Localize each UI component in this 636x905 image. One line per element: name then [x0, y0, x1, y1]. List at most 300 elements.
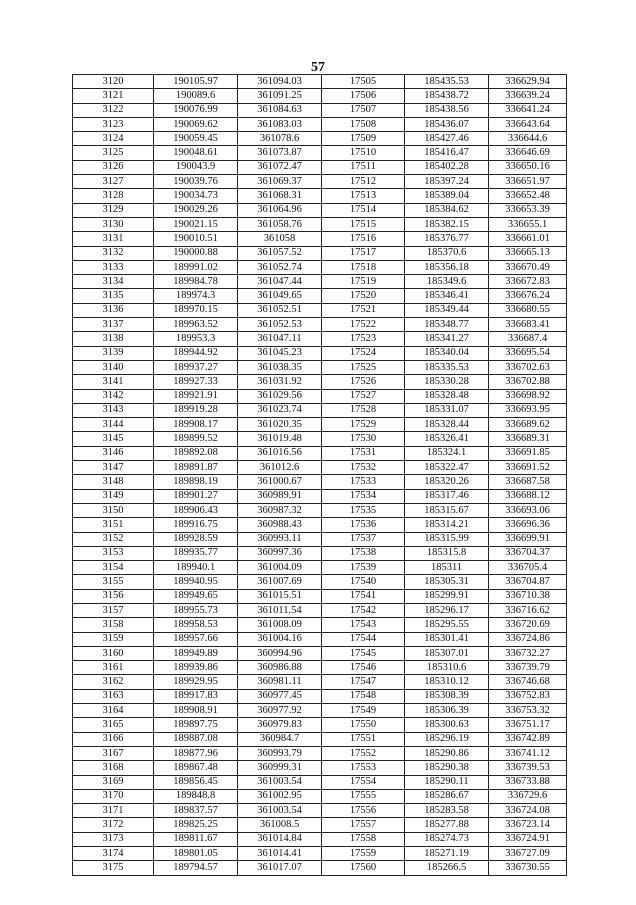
point-id-a-cell: 3133	[73, 260, 154, 274]
coord-x-a-cell: 189953.3	[154, 332, 238, 346]
coord-y-a-cell: 361016.56	[238, 446, 322, 460]
coord-y-a-cell: 361045.23	[238, 346, 322, 360]
coord-x-b-cell: 185315.99	[405, 532, 489, 546]
coord-y-b-cell: 336739.79	[489, 661, 567, 675]
point-id-a-cell: 3130	[73, 217, 154, 231]
table-row	[73, 746, 567, 760]
coord-x-b-cell: 185311	[405, 561, 489, 575]
table-row	[73, 318, 567, 332]
coord-x-a-cell: 190000.88	[154, 246, 238, 260]
table-row	[73, 418, 567, 432]
table-row	[73, 704, 567, 718]
coord-x-b-cell: 185435.53	[405, 75, 489, 89]
coord-x-b-cell: 185384.62	[405, 203, 489, 217]
point-id-b-cell: 17521	[322, 303, 405, 317]
point-id-b-cell: 17542	[322, 603, 405, 617]
point-id-a-cell: 3155	[73, 575, 154, 589]
point-id-a-cell: 3151	[73, 518, 154, 532]
table-row	[73, 346, 567, 360]
coord-y-b-cell: 336661.01	[489, 232, 567, 246]
coord-y-b-cell: 336698.92	[489, 389, 567, 403]
coord-x-b-cell: 185290.86	[405, 746, 489, 760]
point-id-b-cell: 17525	[322, 360, 405, 374]
coord-x-a-cell: 189940.95	[154, 575, 238, 589]
coord-y-a-cell: 361003.54	[238, 804, 322, 818]
point-id-a-cell: 3134	[73, 275, 154, 289]
coord-x-b-cell: 185436.07	[405, 117, 489, 131]
coord-y-b-cell: 336732.27	[489, 646, 567, 660]
point-id-a-cell: 3175	[73, 861, 154, 875]
point-id-a-cell: 3153	[73, 546, 154, 560]
point-id-b-cell: 17529	[322, 418, 405, 432]
coord-x-b-cell: 185283.58	[405, 804, 489, 818]
coord-x-b-cell: 185438.72	[405, 89, 489, 103]
point-id-a-cell: 3140	[73, 360, 154, 374]
coord-x-a-cell: 189825.25	[154, 818, 238, 832]
coord-y-b-cell: 336643.64	[489, 117, 567, 131]
coord-x-a-cell: 189908.91	[154, 704, 238, 718]
coord-x-a-cell: 189935.77	[154, 546, 238, 560]
coord-y-a-cell: 361008.5	[238, 818, 322, 832]
coord-y-b-cell: 336646.69	[489, 146, 567, 160]
coord-x-a-cell: 189891.87	[154, 461, 238, 475]
table-row	[73, 403, 567, 417]
point-id-b-cell: 17559	[322, 847, 405, 861]
coord-x-b-cell: 185331.07	[405, 403, 489, 417]
coord-y-b-cell: 336655.1	[489, 217, 567, 231]
point-id-a-cell: 3156	[73, 589, 154, 603]
coord-x-a-cell: 189940.1	[154, 561, 238, 575]
point-id-b-cell: 17556	[322, 804, 405, 818]
coord-x-b-cell: 185346.41	[405, 289, 489, 303]
coord-x-a-cell: 189887.08	[154, 732, 238, 746]
coord-y-a-cell: 360987.32	[238, 503, 322, 517]
coord-y-b-cell: 336741.12	[489, 746, 567, 760]
coord-y-a-cell: 361020.35	[238, 418, 322, 432]
coord-x-b-cell: 185330.28	[405, 375, 489, 389]
point-id-a-cell: 3139	[73, 346, 154, 360]
coord-x-a-cell: 189906.43	[154, 503, 238, 517]
point-id-a-cell: 3167	[73, 746, 154, 760]
coord-y-a-cell: 361047.44	[238, 275, 322, 289]
point-id-b-cell: 17528	[322, 403, 405, 417]
coord-y-a-cell: 361007.69	[238, 575, 322, 589]
table-row	[73, 446, 567, 460]
point-id-a-cell: 3126	[73, 160, 154, 174]
coord-x-a-cell: 189937.27	[154, 360, 238, 374]
coord-y-b-cell: 336670.49	[489, 260, 567, 274]
table-row	[73, 689, 567, 703]
point-id-a-cell: 3150	[73, 503, 154, 517]
point-id-a-cell: 3148	[73, 475, 154, 489]
coord-x-a-cell: 189939.86	[154, 661, 238, 675]
coord-y-a-cell: 361017.07	[238, 861, 322, 875]
point-id-b-cell: 17534	[322, 489, 405, 503]
table-row	[73, 503, 567, 517]
coord-y-b-cell: 336672.83	[489, 275, 567, 289]
coord-y-a-cell: 361008.09	[238, 618, 322, 632]
point-id-b-cell: 17544	[322, 632, 405, 646]
coord-x-b-cell: 185322.47	[405, 461, 489, 475]
coord-y-b-cell: 336683.41	[489, 318, 567, 332]
coord-y-a-cell: 361012.6	[238, 461, 322, 475]
point-id-a-cell: 3158	[73, 618, 154, 632]
point-id-b-cell: 17540	[322, 575, 405, 589]
coord-y-a-cell: 361094.03	[238, 75, 322, 89]
coord-x-a-cell: 190029.26	[154, 203, 238, 217]
coord-y-b-cell: 336695.54	[489, 346, 567, 360]
coord-x-b-cell: 185307.01	[405, 646, 489, 660]
table-row	[73, 289, 567, 303]
point-id-a-cell: 3166	[73, 732, 154, 746]
coord-x-a-cell: 190034.73	[154, 189, 238, 203]
coord-y-a-cell: 360977.92	[238, 704, 322, 718]
coord-y-b-cell: 336704.37	[489, 546, 567, 560]
coord-x-b-cell: 185290.38	[405, 761, 489, 775]
coord-y-a-cell: 361029.56	[238, 389, 322, 403]
coord-y-b-cell: 336691.85	[489, 446, 567, 460]
coord-x-b-cell: 185299.91	[405, 589, 489, 603]
coord-y-b-cell: 336727.09	[489, 847, 567, 861]
coord-x-b-cell: 185274.73	[405, 832, 489, 846]
table-row	[73, 589, 567, 603]
coord-y-b-cell: 336644.6	[489, 132, 567, 146]
point-id-a-cell: 3136	[73, 303, 154, 317]
coord-y-b-cell: 336688.12	[489, 489, 567, 503]
coord-y-a-cell: 361052.51	[238, 303, 322, 317]
coord-y-a-cell: 361047.11	[238, 332, 322, 346]
point-id-b-cell: 17508	[322, 117, 405, 131]
table-row	[73, 804, 567, 818]
table-row	[73, 632, 567, 646]
coord-y-a-cell: 361015.51	[238, 589, 322, 603]
coord-x-b-cell: 185335.53	[405, 360, 489, 374]
coord-x-a-cell: 189974.3	[154, 289, 238, 303]
point-id-a-cell: 3121	[73, 89, 154, 103]
point-id-b-cell: 17545	[322, 646, 405, 660]
point-id-a-cell: 3157	[73, 603, 154, 617]
coord-y-b-cell: 336702.88	[489, 375, 567, 389]
coord-x-a-cell: 189908.17	[154, 418, 238, 432]
coord-x-b-cell: 185308.39	[405, 689, 489, 703]
coord-x-a-cell: 189970.15	[154, 303, 238, 317]
coord-x-b-cell: 185389.04	[405, 189, 489, 203]
point-id-b-cell: 17526	[322, 375, 405, 389]
coord-y-a-cell: 361052.74	[238, 260, 322, 274]
coord-x-b-cell: 185376.77	[405, 232, 489, 246]
coord-x-a-cell: 189949.65	[154, 589, 238, 603]
table-row	[73, 732, 567, 746]
coord-x-a-cell: 189949.89	[154, 646, 238, 660]
coord-x-b-cell: 185326.41	[405, 432, 489, 446]
point-id-a-cell: 3169	[73, 775, 154, 789]
coord-x-b-cell: 185382.15	[405, 217, 489, 231]
coord-y-b-cell: 336693.06	[489, 503, 567, 517]
coord-x-b-cell: 185397.24	[405, 175, 489, 189]
coord-y-a-cell: 361014.84	[238, 832, 322, 846]
point-id-a-cell: 3122	[73, 103, 154, 117]
point-id-b-cell: 17515	[322, 217, 405, 231]
coord-y-b-cell: 336702.63	[489, 360, 567, 374]
table-row	[73, 103, 567, 117]
point-id-a-cell: 3129	[73, 203, 154, 217]
coord-x-a-cell: 190043.9	[154, 160, 238, 174]
table-row	[73, 489, 567, 503]
point-id-a-cell: 3160	[73, 646, 154, 660]
table-row	[73, 603, 567, 617]
coord-y-b-cell: 336665.13	[489, 246, 567, 260]
coord-y-a-cell: 361011.54	[238, 603, 322, 617]
coord-x-b-cell: 185356.18	[405, 260, 489, 274]
table-row	[73, 303, 567, 317]
coord-x-b-cell: 185290.11	[405, 775, 489, 789]
coord-x-b-cell: 185310.6	[405, 661, 489, 675]
coord-y-b-cell: 336696.36	[489, 518, 567, 532]
coord-y-a-cell: 360984.7	[238, 732, 322, 746]
point-id-a-cell: 3120	[73, 75, 154, 89]
coord-x-a-cell: 189867.48	[154, 761, 238, 775]
point-id-a-cell: 3137	[73, 318, 154, 332]
coord-y-a-cell: 361038.35	[238, 360, 322, 374]
coord-y-b-cell: 336693.95	[489, 403, 567, 417]
table-row	[73, 661, 567, 675]
coord-y-a-cell: 360994.96	[238, 646, 322, 660]
coord-y-a-cell: 361031.92	[238, 375, 322, 389]
point-id-a-cell: 3123	[73, 117, 154, 131]
coord-x-a-cell: 189901.27	[154, 489, 238, 503]
point-id-a-cell: 3132	[73, 246, 154, 260]
coord-x-b-cell: 185370.6	[405, 246, 489, 260]
coord-y-a-cell: 361014.41	[238, 847, 322, 861]
coord-x-b-cell: 185315.8	[405, 546, 489, 560]
point-id-b-cell: 17533	[322, 475, 405, 489]
point-id-b-cell: 17548	[322, 689, 405, 703]
point-id-b-cell: 17543	[322, 618, 405, 632]
coord-x-a-cell: 189944.92	[154, 346, 238, 360]
point-id-a-cell: 3135	[73, 289, 154, 303]
table-row	[73, 618, 567, 632]
coord-y-b-cell: 336653.39	[489, 203, 567, 217]
point-id-a-cell: 3161	[73, 661, 154, 675]
coord-y-b-cell: 336676.24	[489, 289, 567, 303]
point-id-b-cell: 17519	[322, 275, 405, 289]
table-row	[73, 475, 567, 489]
table-row	[73, 146, 567, 160]
point-id-a-cell: 3128	[73, 189, 154, 203]
table-row	[73, 160, 567, 174]
coord-x-a-cell: 189899.52	[154, 432, 238, 446]
point-id-b-cell: 17518	[322, 260, 405, 274]
point-id-b-cell: 17560	[322, 861, 405, 875]
table-row	[73, 189, 567, 203]
coord-x-a-cell: 189957.66	[154, 632, 238, 646]
coord-y-a-cell: 361064.96	[238, 203, 322, 217]
coord-x-a-cell: 189958.53	[154, 618, 238, 632]
coord-x-b-cell: 185296.17	[405, 603, 489, 617]
point-id-b-cell: 17549	[322, 704, 405, 718]
coord-x-a-cell: 190010.51	[154, 232, 238, 246]
table-row	[73, 847, 567, 861]
coord-x-a-cell: 189856.45	[154, 775, 238, 789]
point-id-a-cell: 3144	[73, 418, 154, 432]
coord-x-b-cell: 185341.27	[405, 332, 489, 346]
point-id-a-cell: 3131	[73, 232, 154, 246]
point-id-a-cell: 3164	[73, 704, 154, 718]
table-row	[73, 275, 567, 289]
coord-x-b-cell: 185310.12	[405, 675, 489, 689]
coord-y-b-cell: 336729.6	[489, 789, 567, 803]
coord-x-a-cell: 189984.78	[154, 275, 238, 289]
coord-x-a-cell: 189877.96	[154, 746, 238, 760]
point-id-b-cell: 17522	[322, 318, 405, 332]
point-id-b-cell: 17524	[322, 346, 405, 360]
coord-x-a-cell: 189837.57	[154, 804, 238, 818]
coord-y-a-cell: 360989.91	[238, 489, 322, 503]
point-id-a-cell: 3124	[73, 132, 154, 146]
coord-x-b-cell: 185314.21	[405, 518, 489, 532]
table-row	[73, 232, 567, 246]
coord-x-b-cell: 185286.67	[405, 789, 489, 803]
point-id-b-cell: 17557	[322, 818, 405, 832]
table-row	[73, 203, 567, 217]
coord-x-b-cell: 185271.19	[405, 847, 489, 861]
coord-x-a-cell: 189955.73	[154, 603, 238, 617]
coord-y-b-cell: 336751.17	[489, 718, 567, 732]
point-id-b-cell: 17505	[322, 75, 405, 89]
table-row	[73, 117, 567, 131]
coord-y-b-cell: 336687.4	[489, 332, 567, 346]
point-id-b-cell: 17552	[322, 746, 405, 760]
table-row	[73, 432, 567, 446]
table-row	[73, 175, 567, 189]
coord-y-a-cell: 360979.83	[238, 718, 322, 732]
coord-x-a-cell: 189919.28	[154, 403, 238, 417]
coord-x-a-cell: 190069.62	[154, 117, 238, 131]
coord-y-b-cell: 336742.89	[489, 732, 567, 746]
point-id-b-cell: 17554	[322, 775, 405, 789]
coord-x-a-cell: 190089.6	[154, 89, 238, 103]
coord-y-a-cell: 361023.74	[238, 403, 322, 417]
coord-y-a-cell: 361068.31	[238, 189, 322, 203]
coord-y-a-cell: 361073.87	[238, 146, 322, 160]
coord-x-b-cell: 185301.41	[405, 632, 489, 646]
coord-x-b-cell: 185402.28	[405, 160, 489, 174]
point-id-b-cell: 17541	[322, 589, 405, 603]
coord-y-b-cell: 336705.4	[489, 561, 567, 575]
coord-y-a-cell: 361000.67	[238, 475, 322, 489]
point-id-a-cell: 3127	[73, 175, 154, 189]
coord-y-b-cell: 336689.62	[489, 418, 567, 432]
coord-y-a-cell: 361072.47	[238, 160, 322, 174]
table-row	[73, 646, 567, 660]
table-row	[73, 332, 567, 346]
point-id-a-cell: 3152	[73, 532, 154, 546]
table-row	[73, 818, 567, 832]
point-id-b-cell: 17539	[322, 561, 405, 575]
table-row	[73, 861, 567, 875]
coord-y-a-cell: 360993.11	[238, 532, 322, 546]
point-id-b-cell: 17546	[322, 661, 405, 675]
point-id-a-cell: 3125	[73, 146, 154, 160]
coord-x-a-cell: 190105.97	[154, 75, 238, 89]
table-row	[73, 761, 567, 775]
point-id-a-cell: 3162	[73, 675, 154, 689]
point-id-b-cell: 17551	[322, 732, 405, 746]
point-id-a-cell: 3143	[73, 403, 154, 417]
coord-y-b-cell: 336699.91	[489, 532, 567, 546]
coord-y-b-cell: 336639.24	[489, 89, 567, 103]
coord-x-b-cell: 185324.1	[405, 446, 489, 460]
coord-x-b-cell: 185340.04	[405, 346, 489, 360]
coord-y-b-cell: 336651.97	[489, 175, 567, 189]
coord-y-a-cell: 361058	[238, 232, 322, 246]
coord-y-b-cell: 336720.69	[489, 618, 567, 632]
point-id-b-cell: 17558	[322, 832, 405, 846]
coord-y-a-cell: 361091.25	[238, 89, 322, 103]
point-id-a-cell: 3146	[73, 446, 154, 460]
point-id-b-cell: 17531	[322, 446, 405, 460]
point-id-b-cell: 17512	[322, 175, 405, 189]
coord-y-a-cell: 360999.31	[238, 761, 322, 775]
point-id-a-cell: 3154	[73, 561, 154, 575]
point-id-a-cell: 3145	[73, 432, 154, 446]
coord-y-a-cell: 361084.63	[238, 103, 322, 117]
coord-y-a-cell: 361004.09	[238, 561, 322, 575]
point-id-b-cell: 17527	[322, 389, 405, 403]
point-id-b-cell: 17523	[322, 332, 405, 346]
table-row	[73, 246, 567, 260]
point-id-b-cell: 17520	[322, 289, 405, 303]
coord-y-a-cell: 361003.54	[238, 775, 322, 789]
table-row	[73, 75, 567, 89]
coordinate-table	[72, 74, 567, 876]
point-id-b-cell: 17538	[322, 546, 405, 560]
coord-y-b-cell: 336687.58	[489, 475, 567, 489]
coord-y-b-cell: 336753.32	[489, 704, 567, 718]
coord-x-a-cell: 190021.15	[154, 217, 238, 231]
table-row	[73, 675, 567, 689]
point-id-b-cell: 17507	[322, 103, 405, 117]
table-row	[73, 546, 567, 560]
coord-x-b-cell: 185266.5	[405, 861, 489, 875]
coord-x-a-cell: 190048.61	[154, 146, 238, 160]
point-id-b-cell: 17516	[322, 232, 405, 246]
point-id-b-cell: 17555	[322, 789, 405, 803]
coord-x-b-cell: 185300.63	[405, 718, 489, 732]
table-row	[73, 375, 567, 389]
table-row	[73, 389, 567, 403]
coord-x-b-cell: 185296.19	[405, 732, 489, 746]
table-row	[73, 360, 567, 374]
coord-x-b-cell: 185306.39	[405, 704, 489, 718]
coord-x-a-cell: 190039.76	[154, 175, 238, 189]
coord-y-a-cell: 361019.48	[238, 432, 322, 446]
point-id-a-cell: 3159	[73, 632, 154, 646]
point-id-b-cell: 17550	[322, 718, 405, 732]
point-id-a-cell: 3142	[73, 389, 154, 403]
coord-y-a-cell: 361057.52	[238, 246, 322, 260]
coord-x-a-cell: 189892.08	[154, 446, 238, 460]
coord-x-b-cell: 185320.26	[405, 475, 489, 489]
coord-x-b-cell: 185328.44	[405, 418, 489, 432]
coord-x-b-cell: 185315.67	[405, 503, 489, 517]
coord-y-a-cell: 361078.6	[238, 132, 322, 146]
point-id-b-cell: 17530	[322, 432, 405, 446]
coord-y-a-cell: 360988.43	[238, 518, 322, 532]
coord-y-b-cell: 336724.08	[489, 804, 567, 818]
point-id-b-cell: 17547	[322, 675, 405, 689]
coord-y-a-cell: 361069.37	[238, 175, 322, 189]
